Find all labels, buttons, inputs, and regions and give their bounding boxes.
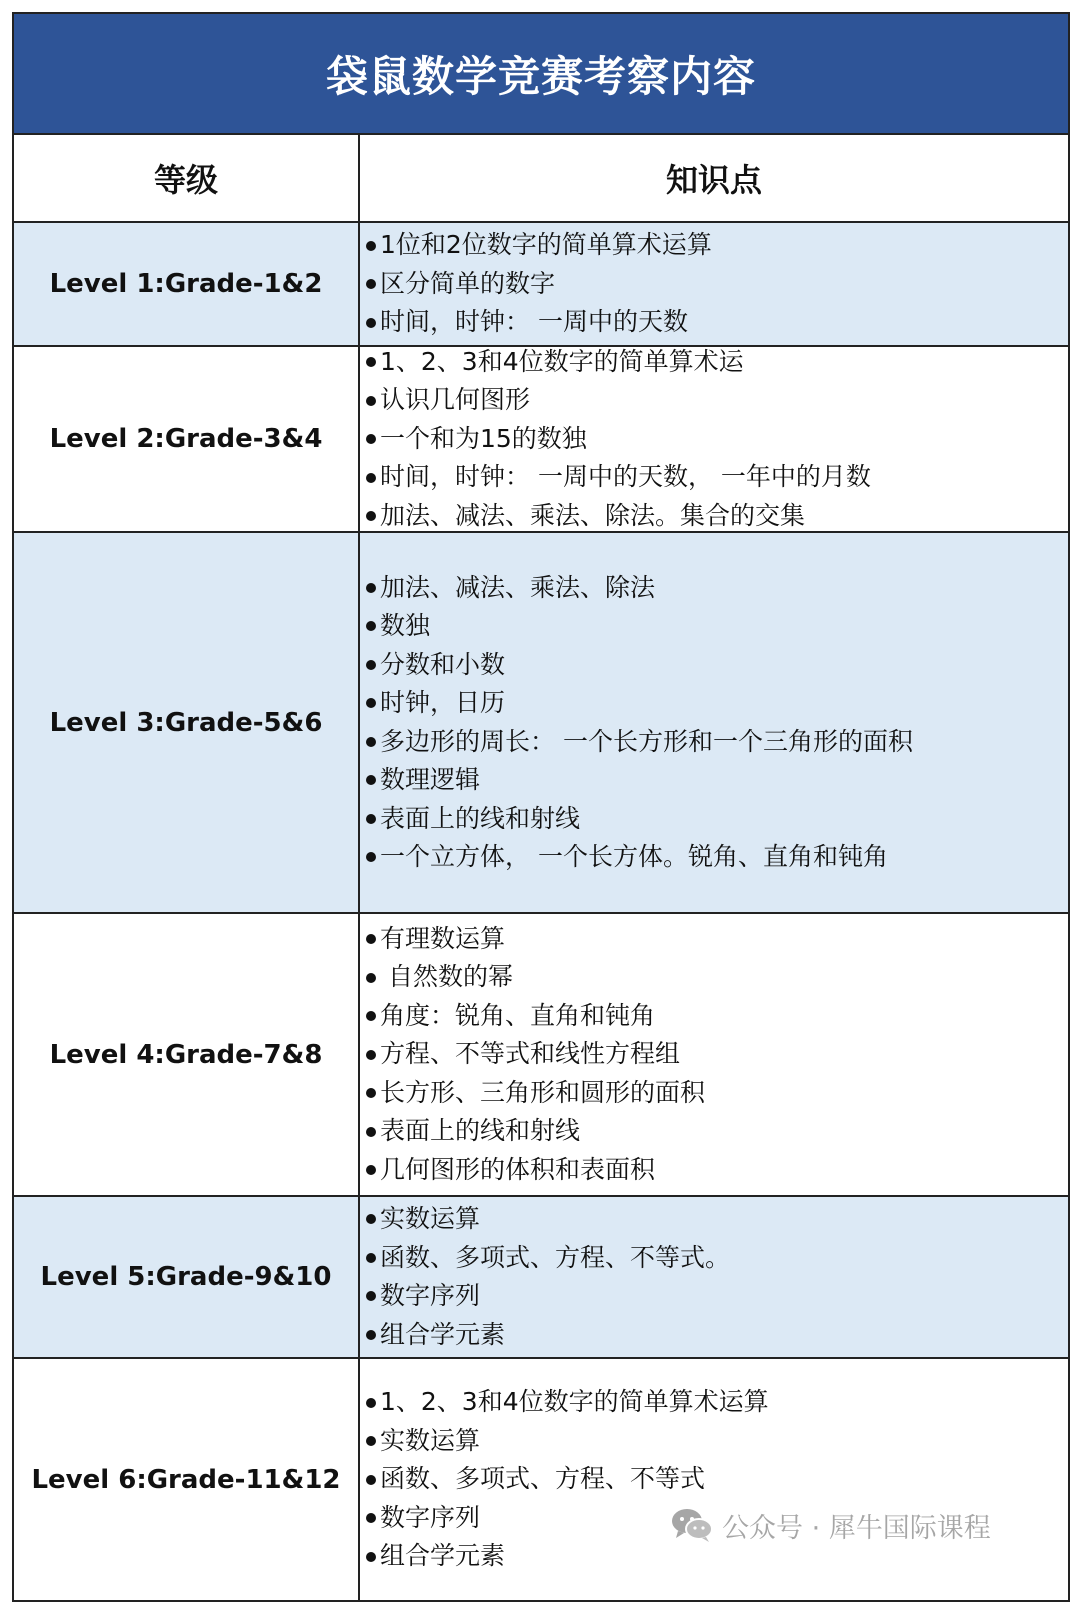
list-item — [366, 569, 1068, 608]
bullet-icon — [366, 775, 376, 785]
bullet-icon — [366, 1050, 376, 1060]
point-text: 实数运算 — [380, 1425, 481, 1455]
bullet-icon — [366, 1127, 376, 1137]
list-item — [366, 381, 1068, 420]
list-item — [366, 958, 1068, 997]
list-item — [366, 1074, 1068, 1113]
point-text: 1、2、3和4位数字的简单算术运算 — [380, 1387, 769, 1417]
watermark — [670, 1505, 991, 1545]
bullet-icon — [366, 241, 376, 251]
table-row — [14, 223, 1068, 347]
points-cell — [360, 1197, 1068, 1357]
bullet-icon — [366, 1330, 376, 1340]
title-bar — [14, 14, 1068, 135]
bullet-icon — [366, 1011, 376, 1021]
point-text: 数理逻辑 — [380, 765, 481, 794]
list-item — [366, 684, 1068, 723]
point-text: 几何图形的体积和表面积 — [380, 1154, 656, 1184]
bullet-icon — [366, 814, 376, 824]
header-points-cell — [360, 135, 1068, 221]
point-text: 方程、不等式和线性方程组 — [380, 1039, 681, 1069]
point-text: 有理数运算 — [380, 923, 506, 953]
point-text: 多边形的周长： 一个长方形和一个三角形的面积 — [380, 726, 913, 756]
list-item — [366, 997, 1068, 1036]
bullet-icon — [366, 1475, 376, 1485]
points-cell — [360, 1359, 1068, 1600]
header-points-label: 知识点 — [665, 161, 762, 199]
bullet-icon — [366, 318, 376, 328]
bullet-icon — [366, 434, 376, 444]
bullet-icon — [366, 1436, 376, 1446]
point-text: 自然数的幂 — [380, 962, 513, 992]
points-cell — [360, 914, 1068, 1195]
point-text: 分数和小数 — [380, 649, 506, 679]
list-item — [366, 800, 1068, 839]
point-text: 一个和为15的数独 — [380, 423, 587, 453]
point-text: 函数、多项式、方程、不等式 — [380, 1464, 706, 1494]
bullet-icon — [366, 1398, 376, 1408]
table-row — [14, 1197, 1068, 1359]
point-text: 长方形、三角形和圆形的面积 — [380, 1077, 706, 1107]
list-item — [366, 458, 1068, 497]
table-row — [14, 914, 1068, 1197]
wechat-icon — [670, 1507, 714, 1543]
bullet-icon — [366, 737, 376, 747]
points-cell — [360, 533, 1068, 912]
point-text: 1、2、3和4位数字的简单算术运 — [380, 346, 744, 376]
header-level-label: 等级 — [153, 161, 218, 199]
point-text: 区分简单的数字 — [380, 268, 556, 298]
table-title: 袋鼠数学竞赛考察内容 — [325, 51, 756, 101]
table-row — [14, 347, 1068, 533]
point-text: 数字序列 — [380, 1502, 481, 1532]
bullet-icon — [366, 279, 376, 289]
bullet-icon — [366, 973, 376, 983]
list-item — [366, 1383, 1068, 1422]
watermark-text: 公众号 · 犀牛国际课程 — [722, 1512, 991, 1544]
point-text: 数字序列 — [380, 1281, 481, 1310]
list-item — [366, 1316, 1068, 1355]
table-row — [14, 1359, 1068, 1600]
point-text: 实数运算 — [380, 1204, 481, 1233]
bullet-icon — [366, 473, 376, 483]
list-item — [366, 1200, 1068, 1239]
list-item — [366, 343, 1068, 382]
point-text: 加法、减法、乘法、除法。集合的交集 — [380, 500, 806, 530]
list-item — [366, 838, 1068, 877]
level-cell: Level 3:Grade-5&6 — [14, 533, 360, 912]
bullet-icon — [366, 357, 376, 367]
level-cell: Level 4:Grade-7&8 — [14, 914, 360, 1195]
bullet-icon — [366, 1513, 376, 1523]
points-cell — [360, 223, 1068, 345]
point-text: 函数、多项式、方程、不等式。 — [380, 1242, 731, 1272]
level-cell: Level 6:Grade-11&12 — [14, 1359, 360, 1600]
list-item — [366, 226, 1068, 265]
curriculum-table — [12, 12, 1070, 1602]
list-item — [366, 1151, 1068, 1190]
list-item — [366, 1460, 1068, 1499]
bullet-icon — [366, 1552, 376, 1562]
point-text: 认识几何图形 — [380, 385, 531, 415]
points-cell — [360, 347, 1068, 531]
bullet-icon — [366, 583, 376, 593]
list-item — [366, 761, 1068, 800]
bullet-icon — [366, 1214, 376, 1224]
bullet-icon — [366, 1291, 376, 1301]
point-text: 角度：锐角、直角和钝角 — [380, 1000, 656, 1030]
header-row — [14, 135, 1068, 223]
bullet-icon — [366, 621, 376, 631]
bullet-icon — [366, 852, 376, 862]
bullet-icon — [366, 660, 376, 670]
list-item — [366, 420, 1068, 459]
bullet-icon — [366, 511, 376, 521]
list-item — [366, 265, 1068, 304]
point-text: 时钟，日历 — [380, 688, 506, 717]
list-item — [366, 646, 1068, 685]
bullet-icon — [366, 1165, 376, 1175]
header-level-cell — [14, 135, 360, 221]
list-item — [366, 1035, 1068, 1074]
list-item — [366, 1112, 1068, 1151]
point-text: 一个立方体， 一个长方体。锐角、直角和钝角 — [380, 842, 888, 871]
point-text: 组合学元素 — [380, 1541, 506, 1571]
list-item — [366, 303, 1068, 342]
list-item — [366, 1277, 1068, 1316]
list-item — [366, 607, 1068, 646]
level-cell: Level 1:Grade-1&2 — [14, 223, 360, 345]
point-text: 时间，时钟： 一周中的天数 — [380, 307, 688, 337]
level-cell: Level 2:Grade-3&4 — [14, 347, 360, 531]
list-item — [366, 1422, 1068, 1461]
bullet-icon — [366, 698, 376, 708]
bullet-icon — [366, 1088, 376, 1098]
table-row — [14, 533, 1068, 914]
level-cell: Level 5:Grade-9&10 — [14, 1197, 360, 1357]
point-text: 表面上的线和射线 — [380, 1116, 581, 1146]
list-item — [366, 723, 1068, 762]
point-text: 1位和2位数字的简单算术运算 — [380, 230, 712, 260]
point-text: 加法、减法、乘法、除法 — [380, 572, 656, 602]
list-item — [366, 497, 1068, 536]
bullet-icon — [366, 934, 376, 944]
point-text: 时间，时钟： 一周中的天数， 一年中的月数 — [380, 462, 871, 492]
point-text: 表面上的线和射线 — [380, 803, 581, 833]
bullet-icon — [366, 1253, 376, 1263]
list-item — [366, 1239, 1068, 1278]
point-text: 组合学元素 — [380, 1319, 506, 1349]
point-text: 数独 — [380, 611, 431, 640]
list-item — [366, 920, 1068, 959]
bullet-icon — [366, 396, 376, 406]
